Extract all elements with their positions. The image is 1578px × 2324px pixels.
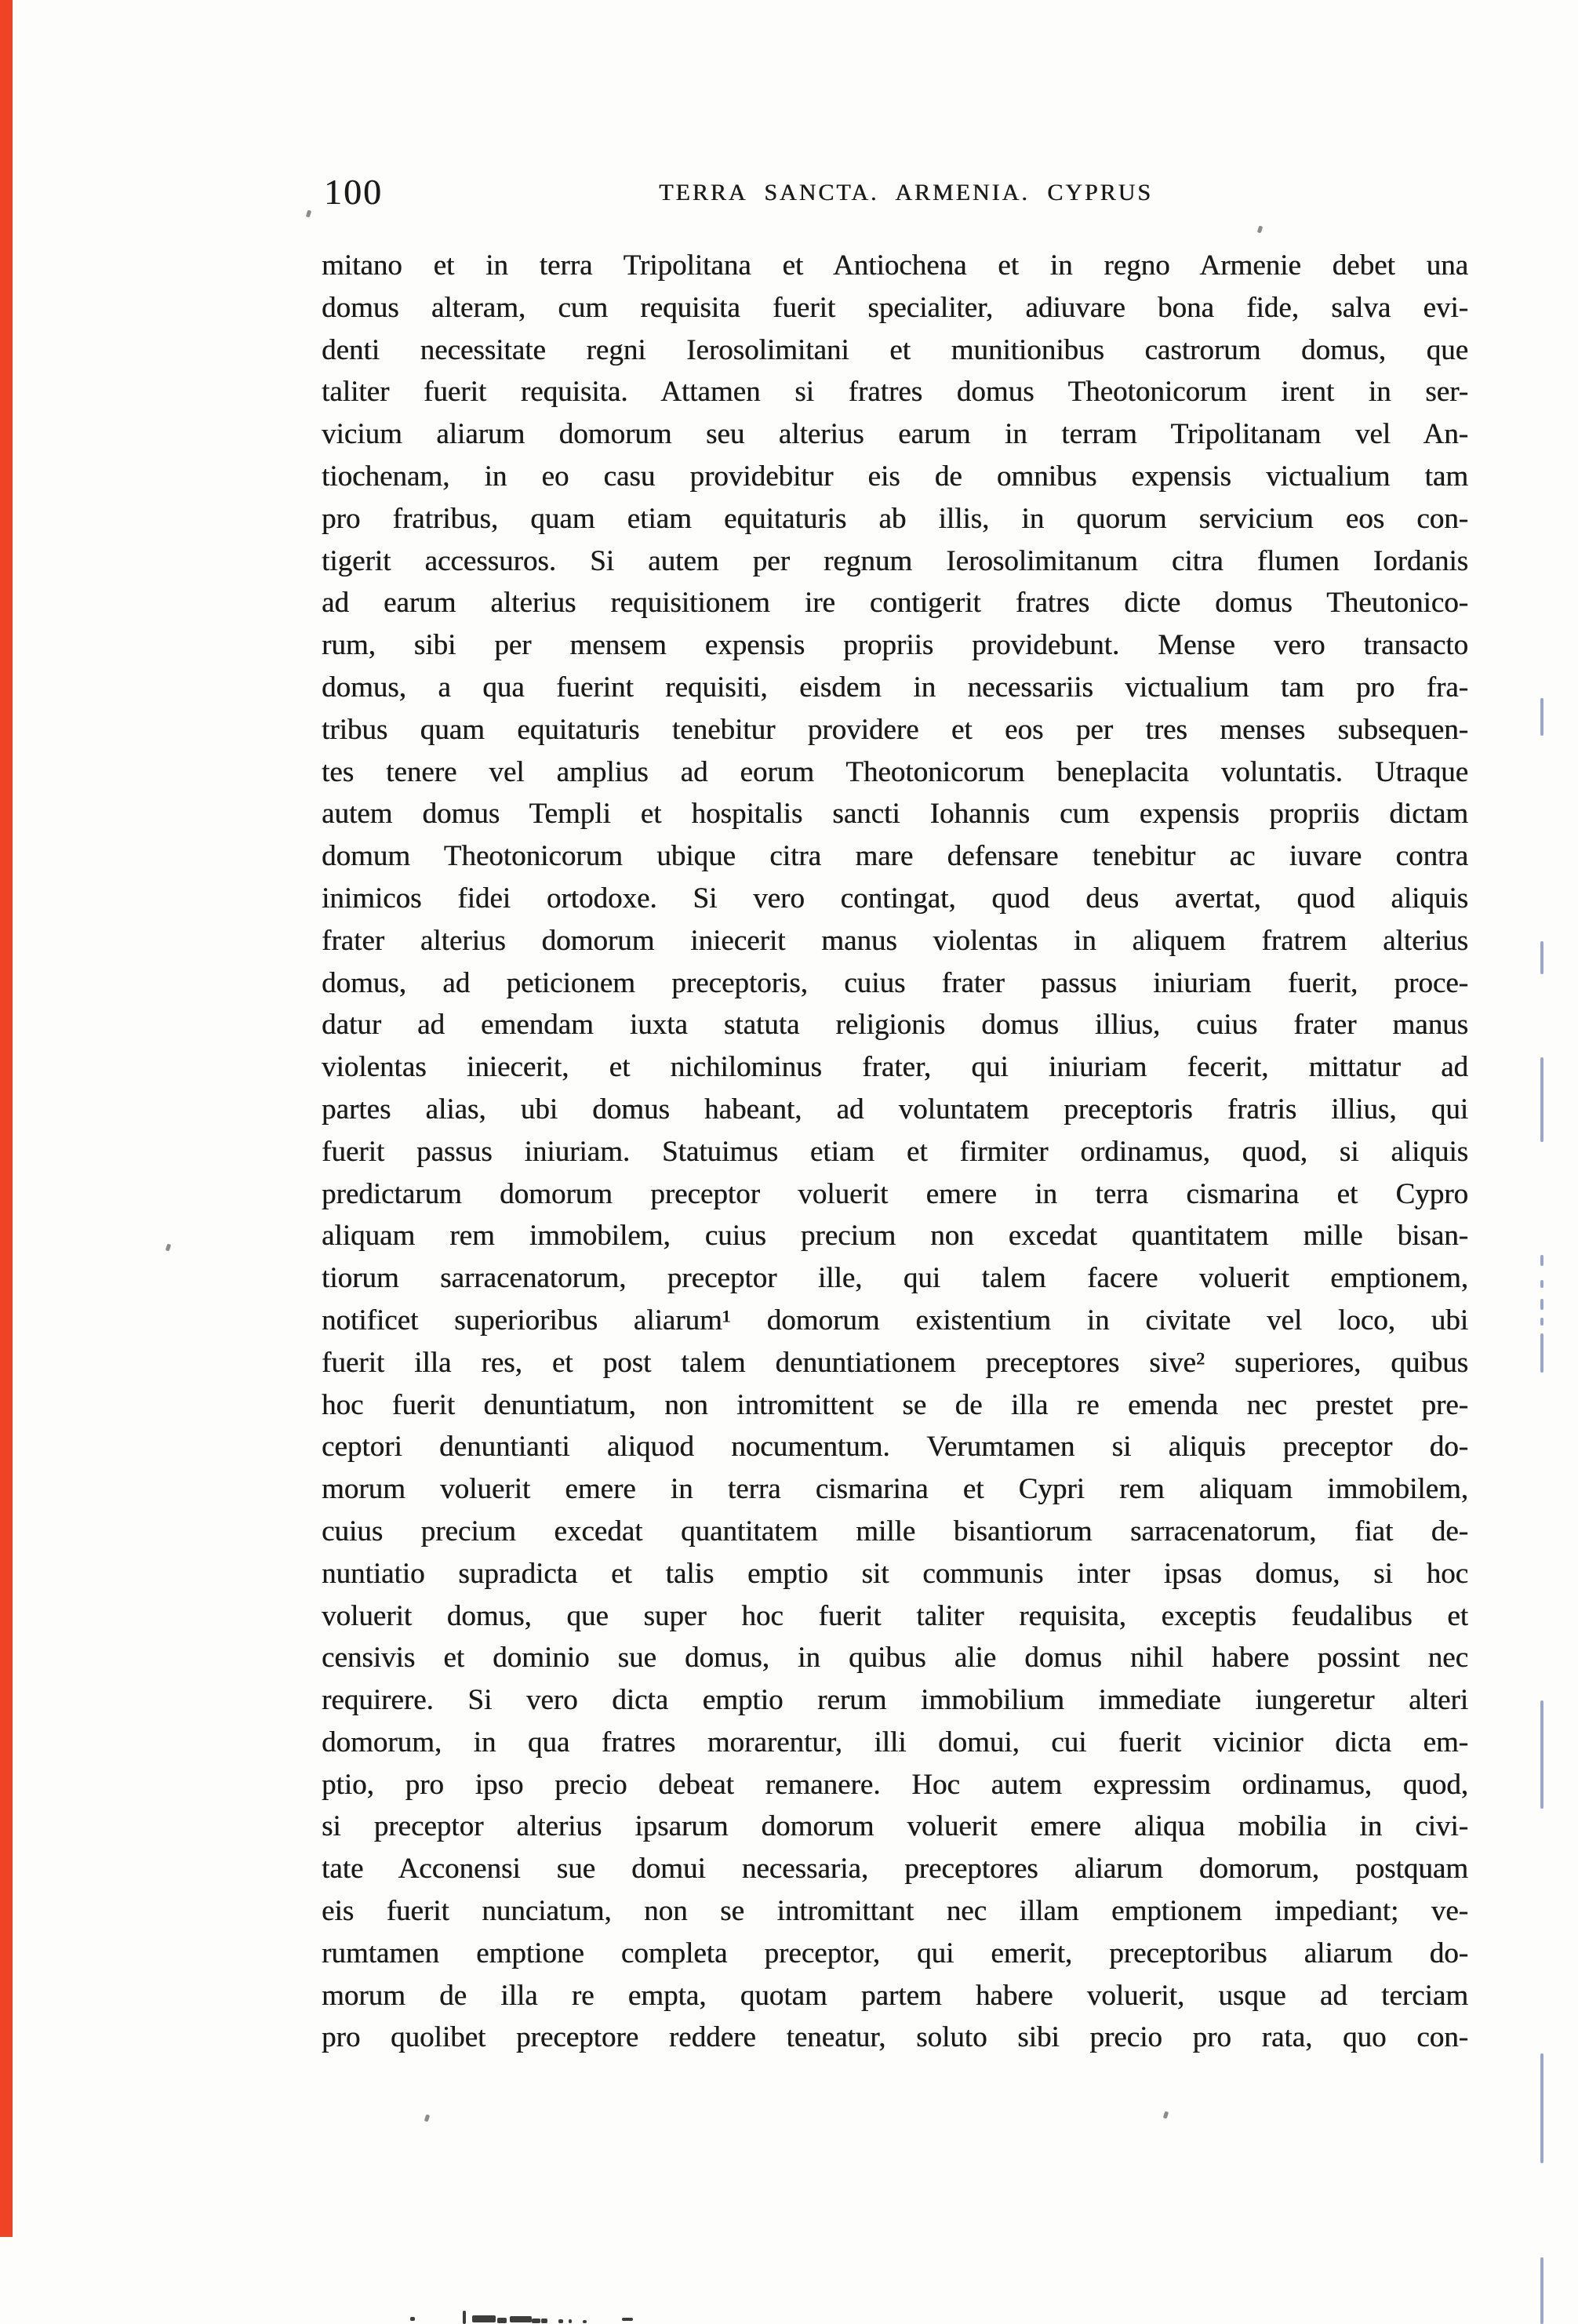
running-header: TERRA SANCTA. ARMENIA. CYPRUS bbox=[659, 180, 1153, 205]
body-text-line: pro quolibet preceptore reddere teneatur, soluto sibi precio pro rata, quo con- bbox=[322, 2021, 1468, 2054]
body-text-line: rum, sibi per mensem expensis propriis providebunt. Mense vero transacto bbox=[322, 629, 1468, 662]
body-text-line: tiochenam, in eo casu providebitur eis de omnibus expensis victualium tam bbox=[322, 460, 1468, 493]
body-text-line: domorum, in qua fratres morarentur, illi domui, cui fuerit vicinior dicta em- bbox=[322, 1726, 1468, 1758]
body-text-line: taliter fuerit requisita. Attamen si fratres domus Theotonicorum irent in ser- bbox=[322, 376, 1468, 409]
body-text-line: eis fuerit nunciatum, non se intromittant nec illam emptionem impediant; ve- bbox=[322, 1895, 1468, 1928]
body-text-line: tes tenere vel amplius ad eorum Theotonicorum beneplacita voluntatis. Utraque bbox=[322, 755, 1468, 788]
right-scan-edge-line-segment bbox=[1540, 1318, 1543, 1326]
body-text-line: hoc fuerit denuntiatum, non intromittent se de illa re emenda nec prestet pre- bbox=[322, 1388, 1468, 1421]
body-text-line: domus alteram, cum requisita fuerit specialiter, adiuvare bona fide, salva evi- bbox=[322, 291, 1468, 324]
body-text-line: rumtamen emptione completa preceptor, qui emerit, preceptoribus aliarum do- bbox=[322, 1937, 1468, 1969]
right-scan-edge-line-segment bbox=[1540, 941, 1543, 974]
scan-speck bbox=[424, 2114, 431, 2122]
body-text-line: ad earum alterius requisitionem ire contigerit fratres dicte domus Theutonico- bbox=[322, 587, 1468, 620]
bottom-edge-ink-mark bbox=[569, 2319, 572, 2323]
body-text-line: pro fratribus, quam etiam equitaturis ab illis, in quorum servicium eos con- bbox=[322, 502, 1468, 535]
right-scan-edge-line-segment bbox=[1540, 2257, 1543, 2324]
body-text-line: autem domus Templi et hospitalis sancti Iohannis cum expensis propriis dictam bbox=[322, 798, 1468, 831]
body-text-line: denti necessitate regni Ierosolimitani et munitionibus castrorum domus, que bbox=[322, 333, 1468, 366]
right-scan-edge-line-segment bbox=[1540, 698, 1543, 736]
right-scan-edge-line-segment bbox=[1540, 1280, 1543, 1288]
right-scan-edge-line-segment bbox=[1540, 1299, 1543, 1310]
bottom-edge-ink-mark bbox=[622, 2318, 633, 2321]
body-text-line: tiorum sarracenatorum, preceptor ille, qui talem facere voluerit emptionem, bbox=[322, 1262, 1468, 1295]
body-text-line: censivis et dominio sue domus, in quibus alie domus nihil habere possint nec bbox=[322, 1642, 1468, 1675]
scan-speck bbox=[1163, 2111, 1169, 2119]
body-text-line: partes alias, ubi domus habeant, ad voluntatem preceptoris fratris illius, qui bbox=[322, 1093, 1468, 1126]
body-text-line: tigerit accessuros. Si autem per regnum Ierosolimitanum citra flumen Iordanis bbox=[322, 544, 1468, 577]
body-text-line: aliquam rem immobilem, cuius precium non excedat quantitatem mille bisan- bbox=[322, 1220, 1468, 1253]
body-text-line: domus, ad peticionem preceptoris, cuius frater passus iniuriam fuerit, proce- bbox=[322, 966, 1468, 999]
body-text-line: datur ad emendam iuxta statuta religionis domus illius, cuius frater manus bbox=[322, 1009, 1468, 1042]
scan-speck bbox=[1257, 225, 1263, 233]
body-text-line: inimicos fidei ortodoxe. Si vero contingat, quod deus avertat, quod aliquis bbox=[322, 882, 1468, 915]
scan-speck bbox=[165, 1243, 172, 1251]
body-text-line: ptio, pro ipso precio debeat remanere. Hoc autem expressim ordinamus, quod, bbox=[322, 1768, 1468, 1801]
bottom-edge-ink-mark bbox=[532, 2319, 540, 2323]
bottom-edge-ink-mark bbox=[510, 2316, 532, 2322]
right-scan-edge-line-segment bbox=[1540, 1333, 1543, 1373]
body-text-line: notificet superioribus aliarum¹ domorum existentium in civitate vel loco, ubi bbox=[322, 1304, 1468, 1337]
bottom-edge-ink-mark bbox=[410, 2317, 415, 2321]
body-text-line: domus, a qua fuerint requisiti, eisdem in necessariis victualium tam pro fra- bbox=[322, 671, 1468, 704]
page-number: 100 bbox=[324, 172, 383, 212]
bottom-edge-ink-mark bbox=[463, 2311, 466, 2324]
scan-speck bbox=[306, 209, 312, 217]
body-text bbox=[322, 245, 1468, 2059]
right-scan-edge-line-segment bbox=[1540, 2053, 1543, 2163]
body-text-line: domum Theotonicorum ubique citra mare defensare tenebitur ac iuvare contra bbox=[322, 840, 1468, 873]
bottom-edge-ink-mark bbox=[497, 2318, 507, 2323]
bottom-edge-ink-mark bbox=[472, 2315, 496, 2322]
body-text-line: morum voluerit emere in terra cismarina et Cypri rem aliquam immobilem, bbox=[322, 1473, 1468, 1506]
bottom-edge-ink-mark bbox=[558, 2319, 563, 2323]
body-text-line: voluerit domus, que super hoc fuerit taliter requisita, exceptis feudalibus et bbox=[322, 1599, 1468, 1632]
bottom-edge-ink-mark bbox=[541, 2319, 547, 2323]
right-scan-edge-line-segment bbox=[1540, 1255, 1543, 1266]
body-text-line: morum de illa re empta, quotam partem habere voluerit, usque ad terciam bbox=[322, 1979, 1468, 2012]
body-text-line: fuerit passus iniuriam. Statuimus etiam et firmiter ordinamus, quod, si aliquis bbox=[322, 1135, 1468, 1168]
right-scan-edge-line-segment bbox=[1540, 1057, 1543, 1142]
body-text-line: cuius precium excedat quantitatem mille bisantiorum sarracenatorum, fiat de- bbox=[322, 1515, 1468, 1548]
right-scan-edge-line-segment bbox=[1540, 1700, 1543, 1809]
body-text-line: violentas iniecerit, et nichilominus frater, qui iniuriam fecerit, mittatur ad bbox=[322, 1051, 1468, 1084]
body-text-line: si preceptor alterius ipsarum domorum voluerit emere aliqua mobilia in civi- bbox=[322, 1810, 1468, 1843]
body-text-line: ceptori denuntianti aliquod nocumentum. Verumtamen si aliquis preceptor do- bbox=[322, 1431, 1468, 1464]
left-scan-edge-bar bbox=[0, 0, 13, 2237]
body-text-line: nuntiatio supradicta et talis emptio sit communis inter ipsas domus, si hoc bbox=[322, 1557, 1468, 1590]
body-text-line: vicium aliarum domorum seu alterius earum in terram Tripolitanam vel An- bbox=[322, 418, 1468, 451]
body-text-line: frater alterius domorum iniecerit manus violentas in aliquem fratrem alterius bbox=[322, 924, 1468, 957]
body-text-line: requirere. Si vero dicta emptio rerum immobilium immediate iungeretur alteri bbox=[322, 1684, 1468, 1717]
body-text-line: predictarum domorum preceptor voluerit emere in terra cismarina et Cypro bbox=[322, 1177, 1468, 1210]
body-text-line: tate Acconensi sue domui necessaria, preceptores aliarum domorum, postquam bbox=[322, 1853, 1468, 1886]
body-text-line: tribus quam equitaturis tenebitur providere et eos per tres menses subsequen- bbox=[322, 713, 1468, 746]
bottom-edge-ink-mark bbox=[583, 2320, 587, 2323]
body-text-line: mitano et in terra Tripolitana et Antiochena et in regno Armenie debet una bbox=[322, 249, 1468, 282]
body-text-line: fuerit illa res, et post talem denuntiationem preceptores sive² superiores, quibus bbox=[322, 1346, 1468, 1379]
